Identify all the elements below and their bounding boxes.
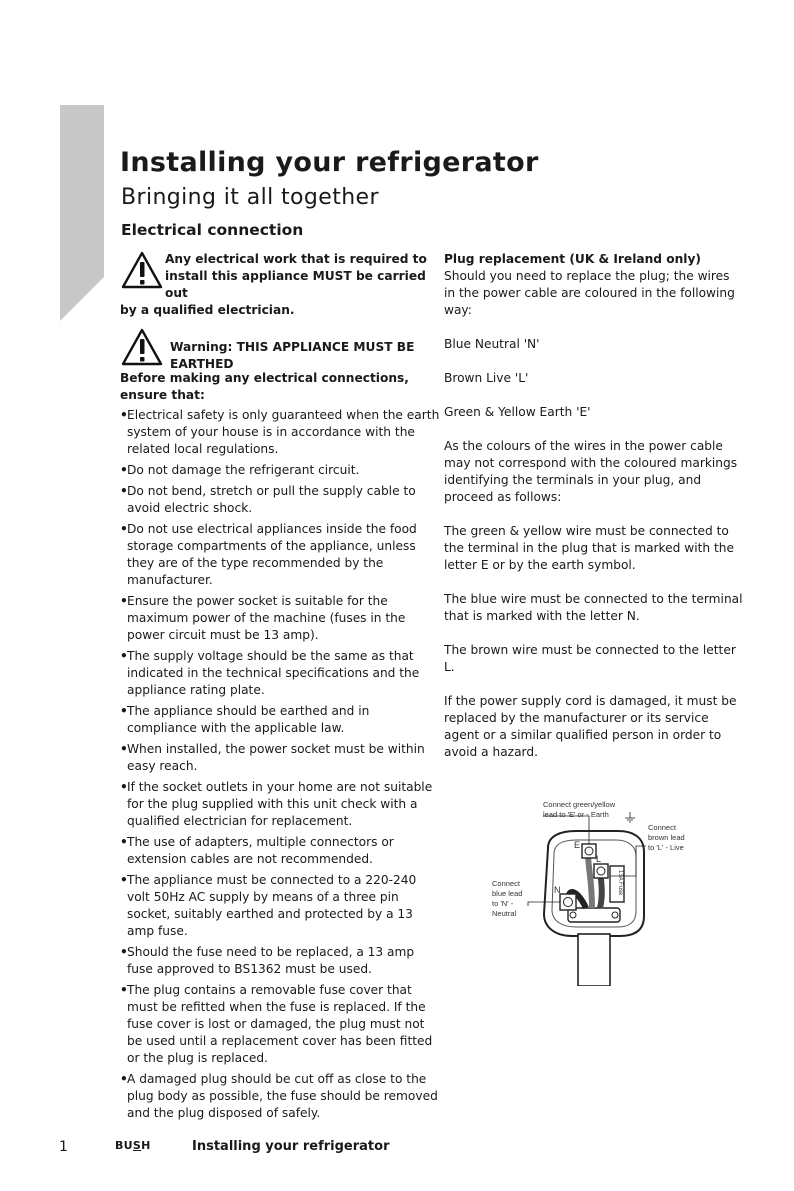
blue-label-3: to 'N' - — [492, 899, 514, 908]
warning-icon — [121, 251, 163, 289]
section-heading: Electrical connection — [121, 221, 304, 239]
list-item: • The appliance should be earthed and in compliance with the applicable law. — [120, 704, 370, 735]
plug-para-5: If the power supply cord is damaged, it must be replaced by the manufacturer or its service agent or a similar qualified person in order to avoid a hazard. — [444, 694, 737, 759]
plug-para-4: The brown wire must be connected to the letter L. — [444, 643, 736, 674]
plug-title: Plug replacement (UK & Ireland only) — [444, 252, 701, 266]
blue-label-1: Connect — [492, 879, 520, 888]
list-item: • The use of adapters, multiple connectors or extension cables are not recommended. — [120, 835, 394, 866]
list-item: • Should the fuse need to be replaced, a 13 amp fuse approved to BS1362 must be used. — [120, 945, 415, 976]
earthed-line-2: EARTHED — [170, 357, 234, 371]
warning-line-3: by a qualified electrician. — [120, 303, 295, 317]
list-item: • Electrical safety is only guaranteed when the earth system of your house is in accordance with the related local regulations. — [120, 408, 440, 456]
list-item: • The plug contains a removable fuse cover that must be refitted when the fuse is replaced. If the fuse cover is lost or damaged, the plug must not be used until a replacement cover has been fitted or the plug is replaced. — [120, 983, 433, 1065]
brown-label-1: Connect — [648, 823, 676, 832]
list-item: • The appliance must be connected to a 220-240 volt 50Hz AC supply by means of a three pin socket, suitably earthed and protected by a 13 amp fuse. — [120, 873, 417, 938]
blue-label-2: blue lead — [492, 889, 523, 898]
page-subtitle: Bringing it all together — [121, 185, 379, 210]
footer-title: Installing your refrigerator — [192, 1139, 390, 1154]
earthed-line-1: Warning: THIS APPLIANCE MUST BE — [170, 340, 415, 354]
fuse-label: 13A Fuse — [617, 870, 623, 896]
blue-label-4: Neutral — [492, 909, 517, 918]
wire-blue: Blue Neutral 'N' — [444, 337, 540, 351]
right-column — [444, 251, 744, 778]
terminal-l: L — [596, 854, 602, 864]
brown-label-3: to 'L' - Live — [648, 843, 684, 852]
plug-para-2: The green & yellow wire must be connected to the terminal in the plug that is marked with the letter E or by the earth symbol. — [444, 524, 735, 572]
list-item: • If the socket outlets in your home are not suitable for the plug supplied with this unit check with a qualified electrician for replacement. — [120, 780, 433, 828]
list-item: • Ensure the power socket is suitable for the maximum power of the machine (fuses in the power circuit must be 13 amp). — [120, 594, 406, 642]
warning-icon — [121, 328, 163, 366]
list-item: • Do not bend, stretch or pull the supply cable to avoid electric shock. — [120, 484, 416, 515]
warning-line-1: Any electrical work that is required to — [165, 252, 427, 266]
plug-para-1: As the colours of the wires in the power cable may not correspond with the coloured markings identifying the terminals in your plug, and proceed as follows: — [444, 439, 738, 504]
wire-green: Green & Yellow Earth 'E' — [444, 405, 591, 419]
bush-logo: BUSH — [115, 1139, 151, 1152]
electrician-warning — [120, 251, 442, 319]
plug-wiring-diagram — [488, 796, 728, 986]
plug-intro: Should you need to replace the plug; the wires in the power cable are coloured in the following way: — [444, 269, 735, 317]
list-item: • Do not use electrical appliances inside the food storage compartments of the appliance, unless they are of the type recommended by the manufacturer. — [120, 522, 417, 587]
brown-label-2: brown lead — [648, 833, 685, 842]
terminal-e: E — [574, 840, 581, 850]
plug-para-3: The blue wire must be connected to the terminal that is marked with the letter N. — [444, 592, 743, 623]
intro-text: Before making any electrical connections, ensure that: — [120, 371, 409, 402]
green-label-1: Connect green/yellow — [543, 800, 616, 809]
list-item: • Do not damage the refrigerant circuit. — [120, 463, 360, 477]
terminal-n: N — [554, 885, 561, 895]
green-label-2: lead to 'E' or - Earth — [543, 810, 609, 819]
page-title: Installing your refrigerator — [120, 147, 539, 178]
safety-list — [120, 407, 442, 1122]
warning-line-2: install this appliance MUST be carried out — [165, 269, 426, 300]
left-column — [120, 251, 442, 1126]
list-item: • When installed, the power socket must be within easy reach. — [120, 742, 425, 773]
earthed-warning — [120, 328, 442, 371]
wire-brown: Brown Live 'L' — [444, 371, 529, 385]
list-item: • A damaged plug should be cut off as close to the plug body as possible, the fuse should be removed and the plug disposed of safely. — [120, 1072, 438, 1120]
page-number: 1 — [59, 1139, 68, 1155]
list-item: • The supply voltage should be the same as that indicated in the technical specifications and the appliance rating plate. — [120, 649, 420, 697]
